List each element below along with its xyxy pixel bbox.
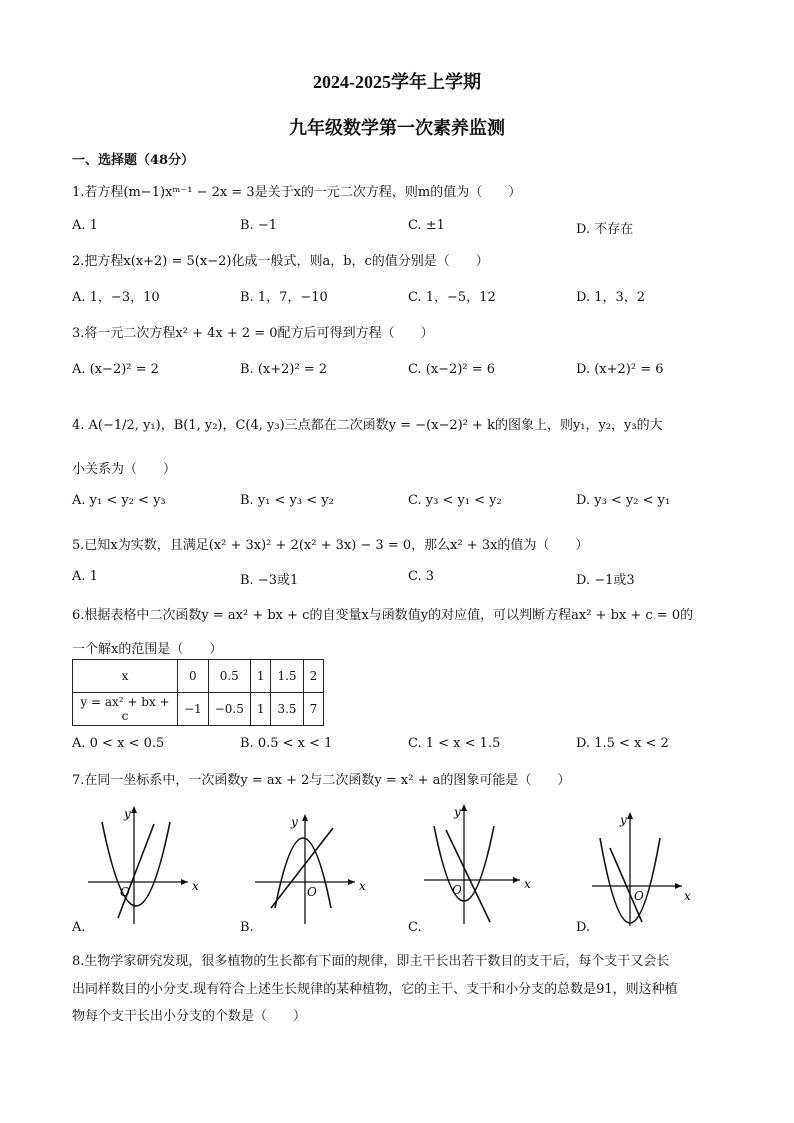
question-2-option-a: A. 1，−3，10	[72, 290, 160, 305]
y-label: y	[124, 807, 131, 821]
question-7-option-d: D.	[576, 920, 591, 935]
table-cell: 1.5	[271, 660, 303, 693]
question-1-option-c: C. ±1	[408, 218, 445, 233]
question-6-option-c: C. 1 < x < 1.5	[408, 736, 501, 751]
question-4-stem-line1: 4. A(−1/2, y₁)，B(1, y₂)，C(4, y₃)三点都在二次函数y = −(x−2)² + k的图象上，则y₁，y₂，y₃的大	[72, 418, 663, 433]
line	[446, 830, 490, 922]
parabola	[275, 838, 331, 908]
graph-c	[424, 800, 544, 930]
question-3-option-d: D. (x+2)² = 6	[576, 362, 664, 377]
question-2-stem: 2.把方程x(x+2) = 5(x−2)化成一般式，则a，b，c的值分别是（ ）	[72, 254, 489, 269]
question-4-stem-line2: 小关系为（ ）	[72, 462, 177, 477]
x-axis-arrow	[675, 883, 682, 889]
line	[610, 848, 642, 922]
table-row	[73, 660, 324, 693]
table-cell: 2	[303, 660, 324, 693]
question-7-option-b: B.	[240, 920, 254, 935]
parabola	[102, 822, 170, 906]
question-6-stem-line2: 一个解x的范围是（ ）	[72, 642, 223, 657]
table-cell: x	[73, 660, 178, 693]
question-6-option-a: A. 0 < x < 0.5	[72, 736, 165, 751]
table-cell: 7	[303, 693, 324, 726]
origin-label: O	[634, 889, 644, 903]
x-label: x	[684, 889, 691, 903]
table-cell: −0.5	[208, 693, 250, 726]
x-axis-arrow	[348, 879, 355, 885]
y-axis-arrow	[627, 812, 633, 819]
y-label: y	[620, 813, 627, 827]
line	[118, 824, 154, 918]
value-table	[72, 659, 324, 726]
question-3-option-b: B. (x+2)² = 2	[240, 362, 328, 377]
graph-a	[88, 800, 208, 930]
origin-label: O	[452, 883, 462, 897]
question-5-option-c: C. 3	[408, 569, 435, 584]
question-3-option-c: C. (x−2)² = 6	[408, 362, 496, 377]
question-6-stem-line1: 6.根据表格中二次函数y = ax² + bx + c的自变量x与函数值y的对应值，可以判断方程ax² + bx + c = 0的	[72, 608, 694, 623]
y-axis-arrow	[131, 806, 137, 813]
table-cell: 1	[250, 660, 271, 693]
question-8-stem-line2: 出同样数目的小分支.现有符合上述生长规律的某种植物，它的主干、支干和小分支的总数是91，则这种植	[72, 982, 678, 997]
origin-label: O	[120, 885, 130, 899]
table-cell: 1	[250, 693, 271, 726]
table-cell: 0	[178, 660, 209, 693]
question-5-option-a: A. 1	[72, 569, 98, 584]
question-8-stem-line1: 8.生物学家研究发现，很多植物的生长都有下面的规律，即主干长出若干数目的支干后，每个支干又会长	[72, 954, 670, 969]
question-1-stem: 1.若方程(m−1)xᵐ⁻¹ − 2x = 3是关于x的一元二次方程，则m的值为（ ）	[72, 185, 522, 200]
table-cell: 3.5	[271, 693, 303, 726]
question-2-option-c: C. 1，−5，12	[408, 290, 496, 305]
question-4-option-a: A. y₁ < y₂ < y₃	[72, 493, 166, 508]
question-5-option-b: B. −3或1	[240, 573, 299, 588]
question-4-option-b: B. y₁ < y₃ < y₂	[240, 493, 334, 508]
question-7-option-c: C.	[408, 920, 422, 935]
table-cell: −1	[178, 693, 209, 726]
y-label: y	[454, 805, 461, 819]
x-axis-arrow	[513, 877, 520, 883]
x-label: x	[192, 879, 199, 893]
question-7-stem: 7.在同一坐标系中，一次函数y = ax + 2与二次函数y = x² + a的图象可能是（ ）	[72, 773, 571, 788]
x-label: x	[359, 879, 366, 893]
question-4-option-c: C. y₃ < y₁ < y₂	[408, 493, 502, 508]
x-axis-arrow	[181, 879, 188, 885]
x-label: x	[524, 877, 531, 891]
origin-label: O	[307, 885, 317, 899]
question-3-stem: 3.将一元二次方程x² + 4x + 2 = 0配方后可得到方程（ ）	[72, 326, 434, 341]
question-3-option-a: A. (x−2)² = 2	[72, 362, 159, 377]
question-7-option-a: A.	[72, 920, 86, 935]
graph-b	[255, 808, 375, 928]
question-8-stem-line3: 物每个支干长出小分支的个数是（ ）	[72, 1009, 307, 1024]
question-5-stem: 5.已知x为实数，且满足(x² + 3x)² + 2(x² + 3x) − 3 = 0，那么x² + 3x的值为（ ）	[72, 538, 589, 553]
question-6-option-d: D. 1.5 < x < 2	[576, 736, 669, 751]
table-row	[73, 693, 324, 726]
question-1-option-b: B. −1	[240, 218, 277, 233]
question-6-option-b: B. 0.5 < x < 1	[240, 736, 333, 751]
question-5-option-d: D. −1或3	[576, 573, 635, 588]
y-label: y	[291, 815, 298, 829]
table-cell: y = ax² + bx + c	[73, 693, 178, 726]
page-title-line1: 2024-2025学年上学期	[313, 72, 481, 92]
question-2-option-b: B. 1，7，−10	[240, 290, 328, 305]
y-axis-arrow	[302, 814, 308, 821]
line	[271, 828, 333, 908]
question-2-option-d: D. 1，3，2	[576, 290, 646, 305]
page-title-line2: 九年级数学第一次素养监测	[289, 118, 505, 138]
graph-d	[592, 808, 712, 930]
question-4-option-d: D. y₃ < y₂ < y₁	[576, 493, 671, 508]
section-heading: 一、选择题（48分）	[72, 153, 195, 168]
table-cell: 0.5	[208, 660, 250, 693]
question-1-option-d: D. 不存在	[576, 222, 634, 237]
question-1-option-a: A. 1	[72, 218, 98, 233]
y-axis-arrow	[461, 804, 467, 811]
